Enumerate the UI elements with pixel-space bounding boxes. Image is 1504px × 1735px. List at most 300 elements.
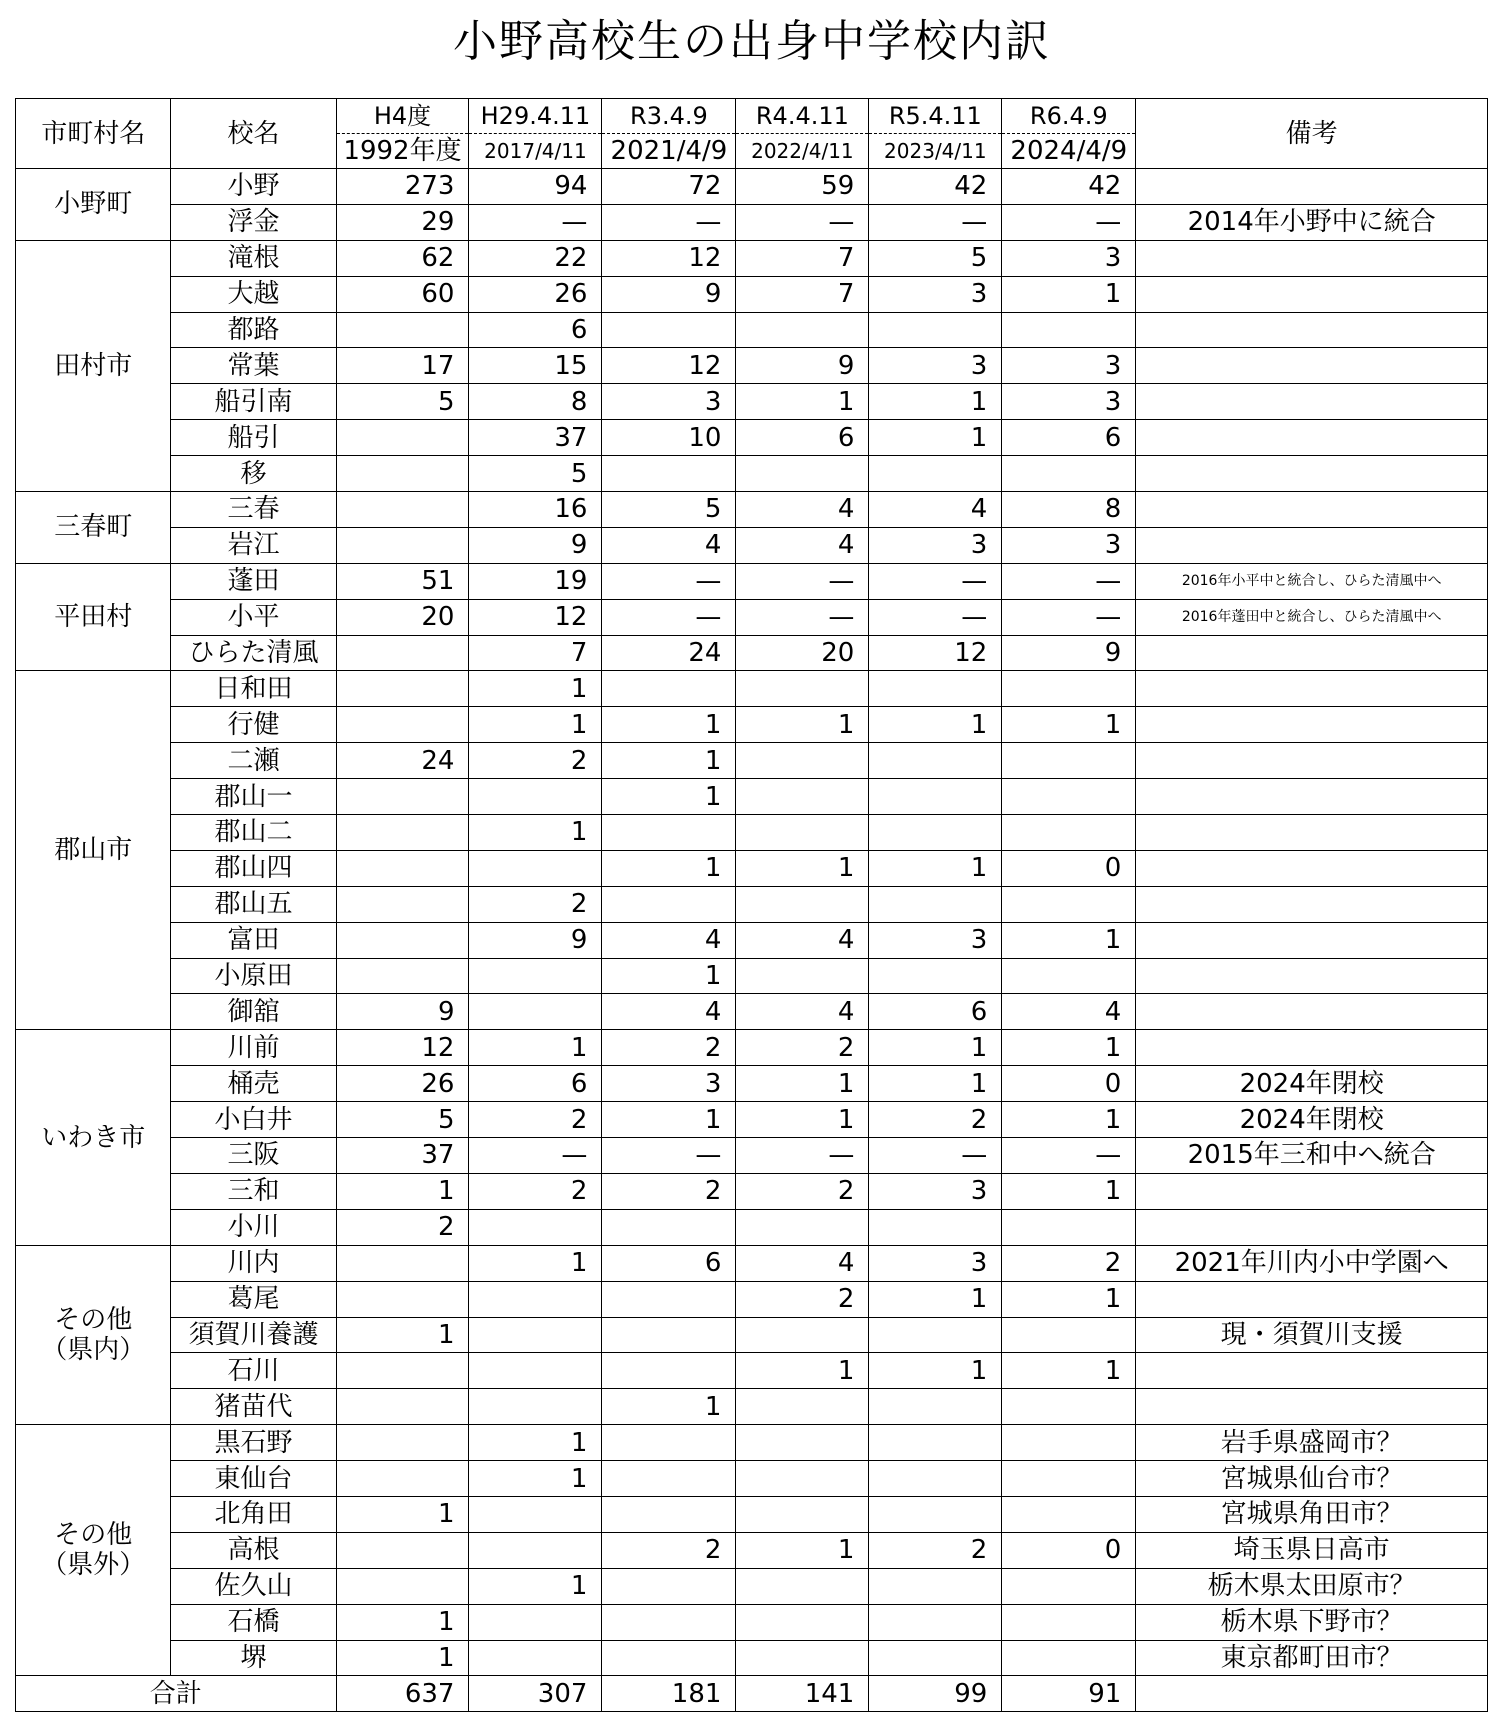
table-row [16,204,1488,240]
student-count [602,886,736,922]
student-count: 1 [1002,1173,1136,1209]
enrollment-table [15,98,1488,1712]
student-count: 1 [869,1281,1002,1317]
student-count: 3 [1002,240,1136,276]
student-count: 4 [736,527,869,563]
school-name: 葛尾 [171,1281,336,1317]
student-count: 1 [602,1389,736,1425]
note-cell [1136,1030,1488,1066]
student-count [336,1532,469,1568]
student-count [736,1317,869,1353]
student-count: 12 [869,635,1002,671]
student-count: 2 [869,1532,1002,1568]
student-count [869,779,1002,815]
student-count: 1 [869,1030,1002,1066]
school-name: 三和 [171,1173,336,1209]
student-count [336,707,469,743]
table-row [16,1066,1488,1102]
student-count [336,1568,469,1604]
note-cell: 現・須賀川支援 [1136,1317,1488,1353]
student-count: 12 [469,599,602,635]
student-count [602,1568,736,1604]
note-cell [1136,815,1488,851]
student-count: 5 [869,240,1002,276]
table-row [16,994,1488,1030]
student-count: 1 [736,1353,869,1389]
municipality-name: いわき市 [41,1122,146,1153]
student-count [336,312,469,348]
student-count [336,886,469,922]
student-count: 12 [602,348,736,384]
header-year-date: 2017/4/11 [469,134,602,169]
school-name: 常葉 [171,348,336,384]
student-count: 2 [469,886,602,922]
table-row [16,1030,1488,1066]
student-count: 1 [469,1461,602,1497]
total-row [16,1676,1488,1712]
student-count [736,1389,869,1425]
student-count: 4 [602,994,736,1030]
student-count [602,815,736,851]
student-count: 7 [736,240,869,276]
municipality-name: その他 [54,1304,133,1335]
table-row [16,850,1488,886]
student-count [1002,1461,1136,1497]
student-count: 60 [336,276,469,312]
student-count [736,958,869,994]
school-name: 黒石野 [171,1425,336,1461]
student-count: 0 [1002,1066,1136,1102]
student-count: 9 [736,348,869,384]
municipality-cell [16,1425,171,1676]
student-count [336,1425,469,1461]
student-count: 1 [736,1102,869,1138]
note-cell [1136,994,1488,1030]
municipality-cell [16,671,171,1030]
student-count: 15 [469,348,602,384]
student-count: 1 [1002,276,1136,312]
student-count [869,1317,1002,1353]
total-count: 141 [736,1676,869,1712]
student-count [1002,456,1136,492]
student-count [336,779,469,815]
header-year-era: R6.4.9 [1002,99,1136,134]
table-row [16,635,1488,671]
student-count [469,850,602,886]
municipality-cell [16,1245,171,1424]
student-count [869,456,1002,492]
student-count: 1 [1002,1281,1136,1317]
table-row [16,276,1488,312]
municipality-name: その他 [54,1520,133,1551]
student-count: 7 [736,276,869,312]
table-row [16,312,1488,348]
student-count: 22 [469,240,602,276]
student-count [1002,1209,1136,1245]
student-count: — [602,599,736,635]
student-count: 3 [1002,384,1136,420]
school-name: 石橋 [171,1604,336,1640]
school-name: 浮金 [171,204,336,240]
note-cell [1136,707,1488,743]
note-cell: 宮城県角田市？ [1136,1496,1488,1532]
student-count [869,958,1002,994]
student-count: 1 [602,1102,736,1138]
total-count: 637 [336,1676,469,1712]
student-count: — [869,1138,1002,1174]
student-count: 37 [336,1138,469,1174]
student-count: 24 [602,635,736,671]
student-count [469,1281,602,1317]
student-count: 26 [336,1066,469,1102]
header-note: 備考 [1136,99,1488,169]
header-row [16,99,1488,134]
school-name: 川内 [171,1245,336,1281]
student-count: 1 [336,1317,469,1353]
table-row [16,527,1488,563]
header-year-era: H29.4.11 [469,99,602,134]
student-count [736,886,869,922]
student-count [336,456,469,492]
student-count: — [1002,1138,1136,1174]
student-count: — [1002,204,1136,240]
student-count [469,994,602,1030]
note-cell [1136,456,1488,492]
header-year-era: R5.4.11 [869,99,1002,134]
municipality-name: （県内） [41,1334,146,1365]
student-count: 1 [602,958,736,994]
student-count: — [736,599,869,635]
student-count: 3 [869,276,1002,312]
student-count: — [736,204,869,240]
table-row [16,922,1488,958]
student-count: 2 [602,1030,736,1066]
student-count [869,743,1002,779]
school-name: 蓬田 [171,563,336,599]
student-count [336,1461,469,1497]
student-count [602,1209,736,1245]
school-name: 高根 [171,1532,336,1568]
student-count [1002,743,1136,779]
municipality-name: 田村市 [54,350,133,381]
student-count: 2 [736,1281,869,1317]
student-count: 1 [469,671,602,707]
table-row [16,1425,1488,1461]
student-count [469,1496,602,1532]
student-count: 2 [602,1532,736,1568]
student-count: 1 [869,707,1002,743]
student-count: 1 [336,1496,469,1532]
student-count: 1 [869,850,1002,886]
student-count: 1 [336,1640,469,1676]
student-count: — [736,563,869,599]
total-count: 181 [602,1676,736,1712]
municipality-cell [16,169,171,241]
student-count: 59 [736,169,869,205]
student-count: 1 [336,1604,469,1640]
student-count: — [469,204,602,240]
school-name: 東仙台 [171,1461,336,1497]
table-row [16,886,1488,922]
student-count [869,1209,1002,1245]
student-count: 2 [736,1173,869,1209]
school-name: 都路 [171,312,336,348]
student-count [1002,1496,1136,1532]
student-count: — [602,1138,736,1174]
student-count [336,1281,469,1317]
student-count [469,1389,602,1425]
note-cell: 2021年川内小中学園へ [1136,1245,1488,1281]
student-count: 12 [602,240,736,276]
student-count [736,743,869,779]
student-count [1002,958,1136,994]
total-count: 99 [869,1676,1002,1712]
student-count [869,312,1002,348]
municipality-name: 三春町 [54,512,133,543]
student-count: 4 [602,922,736,958]
student-count: 6 [1002,420,1136,456]
student-count [869,1461,1002,1497]
table-row [16,1138,1488,1174]
note-cell [1136,671,1488,707]
student-count: — [1002,563,1136,599]
school-name: 三阪 [171,1138,336,1174]
student-count: 7 [469,635,602,671]
student-count: 1 [869,1066,1002,1102]
student-count: 3 [602,1066,736,1102]
student-count: 5 [469,456,602,492]
student-count: 1 [602,779,736,815]
student-count: 4 [736,994,869,1030]
student-count: 51 [336,563,469,599]
school-name: 二瀬 [171,743,336,779]
student-count [602,1317,736,1353]
student-count [1002,815,1136,851]
table-row [16,815,1488,851]
school-name: 滝根 [171,240,336,276]
table-row [16,1461,1488,1497]
student-count [869,886,1002,922]
header-year-date: 2022/4/11 [736,134,869,169]
student-count [602,671,736,707]
student-count: 8 [1002,492,1136,528]
note-cell [1136,348,1488,384]
student-count [469,1604,602,1640]
student-count: 1 [1002,1030,1136,1066]
note-cell [1136,779,1488,815]
school-name: ひらた清風 [171,635,336,671]
student-count: — [736,1138,869,1174]
municipality-name: （県外） [41,1550,146,1581]
student-count [736,815,869,851]
note-cell [1136,384,1488,420]
student-count: 6 [469,1066,602,1102]
school-name: 小白井 [171,1102,336,1138]
note-cell [1136,169,1488,205]
table-row [16,1245,1488,1281]
student-count: 1 [736,384,869,420]
table-row [16,348,1488,384]
student-count: 1 [736,850,869,886]
student-count: 20 [736,635,869,671]
municipality-name: 小野町 [54,189,133,220]
school-name: 三春 [171,492,336,528]
student-count: 8 [469,384,602,420]
student-count [336,527,469,563]
student-count: 3 [869,922,1002,958]
student-count [736,671,869,707]
student-count: 1 [469,1425,602,1461]
municipality-name: 平田村 [54,602,133,633]
student-count [336,922,469,958]
note-cell: 2014年小野中に統合 [1136,204,1488,240]
student-count [1002,1425,1136,1461]
student-count: 0 [1002,850,1136,886]
student-count [869,1389,1002,1425]
school-name: 岩江 [171,527,336,563]
note-cell: 2024年閉校 [1136,1102,1488,1138]
student-count: 3 [869,1173,1002,1209]
note-cell [1136,1353,1488,1389]
school-name: 移 [171,456,336,492]
note-cell [1136,743,1488,779]
student-count: 2 [469,1173,602,1209]
student-count: 1 [1002,707,1136,743]
student-count [602,1353,736,1389]
student-count: — [869,599,1002,635]
table-row [16,1281,1488,1317]
student-count: 10 [602,420,736,456]
student-count [469,958,602,994]
student-count: 3 [869,1245,1002,1281]
note-cell [1136,1389,1488,1425]
student-count [736,1425,869,1461]
school-name: 小川 [171,1209,336,1245]
student-count: 62 [336,240,469,276]
header-year-date: 2024/4/9 [1002,134,1136,169]
student-count: 5 [336,1102,469,1138]
school-name: 郡山四 [171,850,336,886]
school-name: 郡山五 [171,886,336,922]
school-name: 船引 [171,420,336,456]
student-count: 1 [469,1030,602,1066]
student-count [736,1640,869,1676]
municipality-cell [16,563,171,671]
student-count [736,1461,869,1497]
student-count [602,1281,736,1317]
note-cell [1136,1209,1488,1245]
table-row [16,1209,1488,1245]
table-row [16,1317,1488,1353]
student-count: 1 [469,1568,602,1604]
school-name: 大越 [171,276,336,312]
student-count [469,1532,602,1568]
student-count [469,1640,602,1676]
student-count: 4 [736,492,869,528]
table-row [16,1532,1488,1568]
student-count [736,1568,869,1604]
student-count [602,1640,736,1676]
header-year-date: 1992年度 [336,134,469,169]
student-count [336,492,469,528]
student-count [469,779,602,815]
school-name: 小平 [171,599,336,635]
table-row [16,563,1488,599]
student-count [869,1640,1002,1676]
student-count: 19 [469,563,602,599]
student-count [602,1461,736,1497]
student-count: 42 [1002,169,1136,205]
student-count: 1 [469,707,602,743]
table-row [16,169,1488,205]
note-cell [1136,420,1488,456]
student-count: 1 [469,1245,602,1281]
student-count: 9 [469,527,602,563]
note-cell: 2016年小平中と統合し、ひらた清風中へ [1136,563,1488,599]
table-row [16,1102,1488,1138]
note-cell [1136,1173,1488,1209]
school-name: 御舘 [171,994,336,1030]
student-count [1002,1640,1136,1676]
note-cell: 東京都町田市？ [1136,1640,1488,1676]
table-row [16,1173,1488,1209]
table-row [16,671,1488,707]
school-name: 船引南 [171,384,336,420]
student-count: 3 [602,384,736,420]
table-row [16,958,1488,994]
municipality-cell [16,492,171,564]
student-count [1002,1317,1136,1353]
school-name: 北角田 [171,1496,336,1532]
header-year-era: H4度 [336,99,469,134]
student-count [469,1317,602,1353]
total-note [1136,1676,1488,1712]
student-count [336,815,469,851]
student-count [602,1425,736,1461]
table-row [16,707,1488,743]
page-title: 小野高校生の出身中学校内訳 [453,16,1051,67]
student-count [469,1353,602,1389]
table-row [16,1389,1488,1425]
student-count [336,850,469,886]
school-name: 須賀川養護 [171,1317,336,1353]
student-count: 12 [336,1030,469,1066]
student-count: 29 [336,204,469,240]
school-name: 石川 [171,1353,336,1389]
student-count: 2 [869,1102,1002,1138]
total-count: 91 [1002,1676,1136,1712]
table-row [16,779,1488,815]
header-year-date: 2023/4/11 [869,134,1002,169]
student-count [1002,1604,1136,1640]
student-count: 42 [869,169,1002,205]
header-year-era: R3.4.9 [602,99,736,134]
table-row [16,599,1488,635]
note-cell [1136,527,1488,563]
school-name: 川前 [171,1030,336,1066]
student-count: — [602,563,736,599]
note-cell [1136,1281,1488,1317]
table-row [16,420,1488,456]
student-count: 4 [602,527,736,563]
student-count: 6 [469,312,602,348]
student-count [869,1604,1002,1640]
student-count: 1 [1002,1353,1136,1389]
note-cell: 埼玉県日高市 [1136,1532,1488,1568]
student-count [736,1604,869,1640]
student-count: 9 [336,994,469,1030]
student-count: 2 [602,1173,736,1209]
